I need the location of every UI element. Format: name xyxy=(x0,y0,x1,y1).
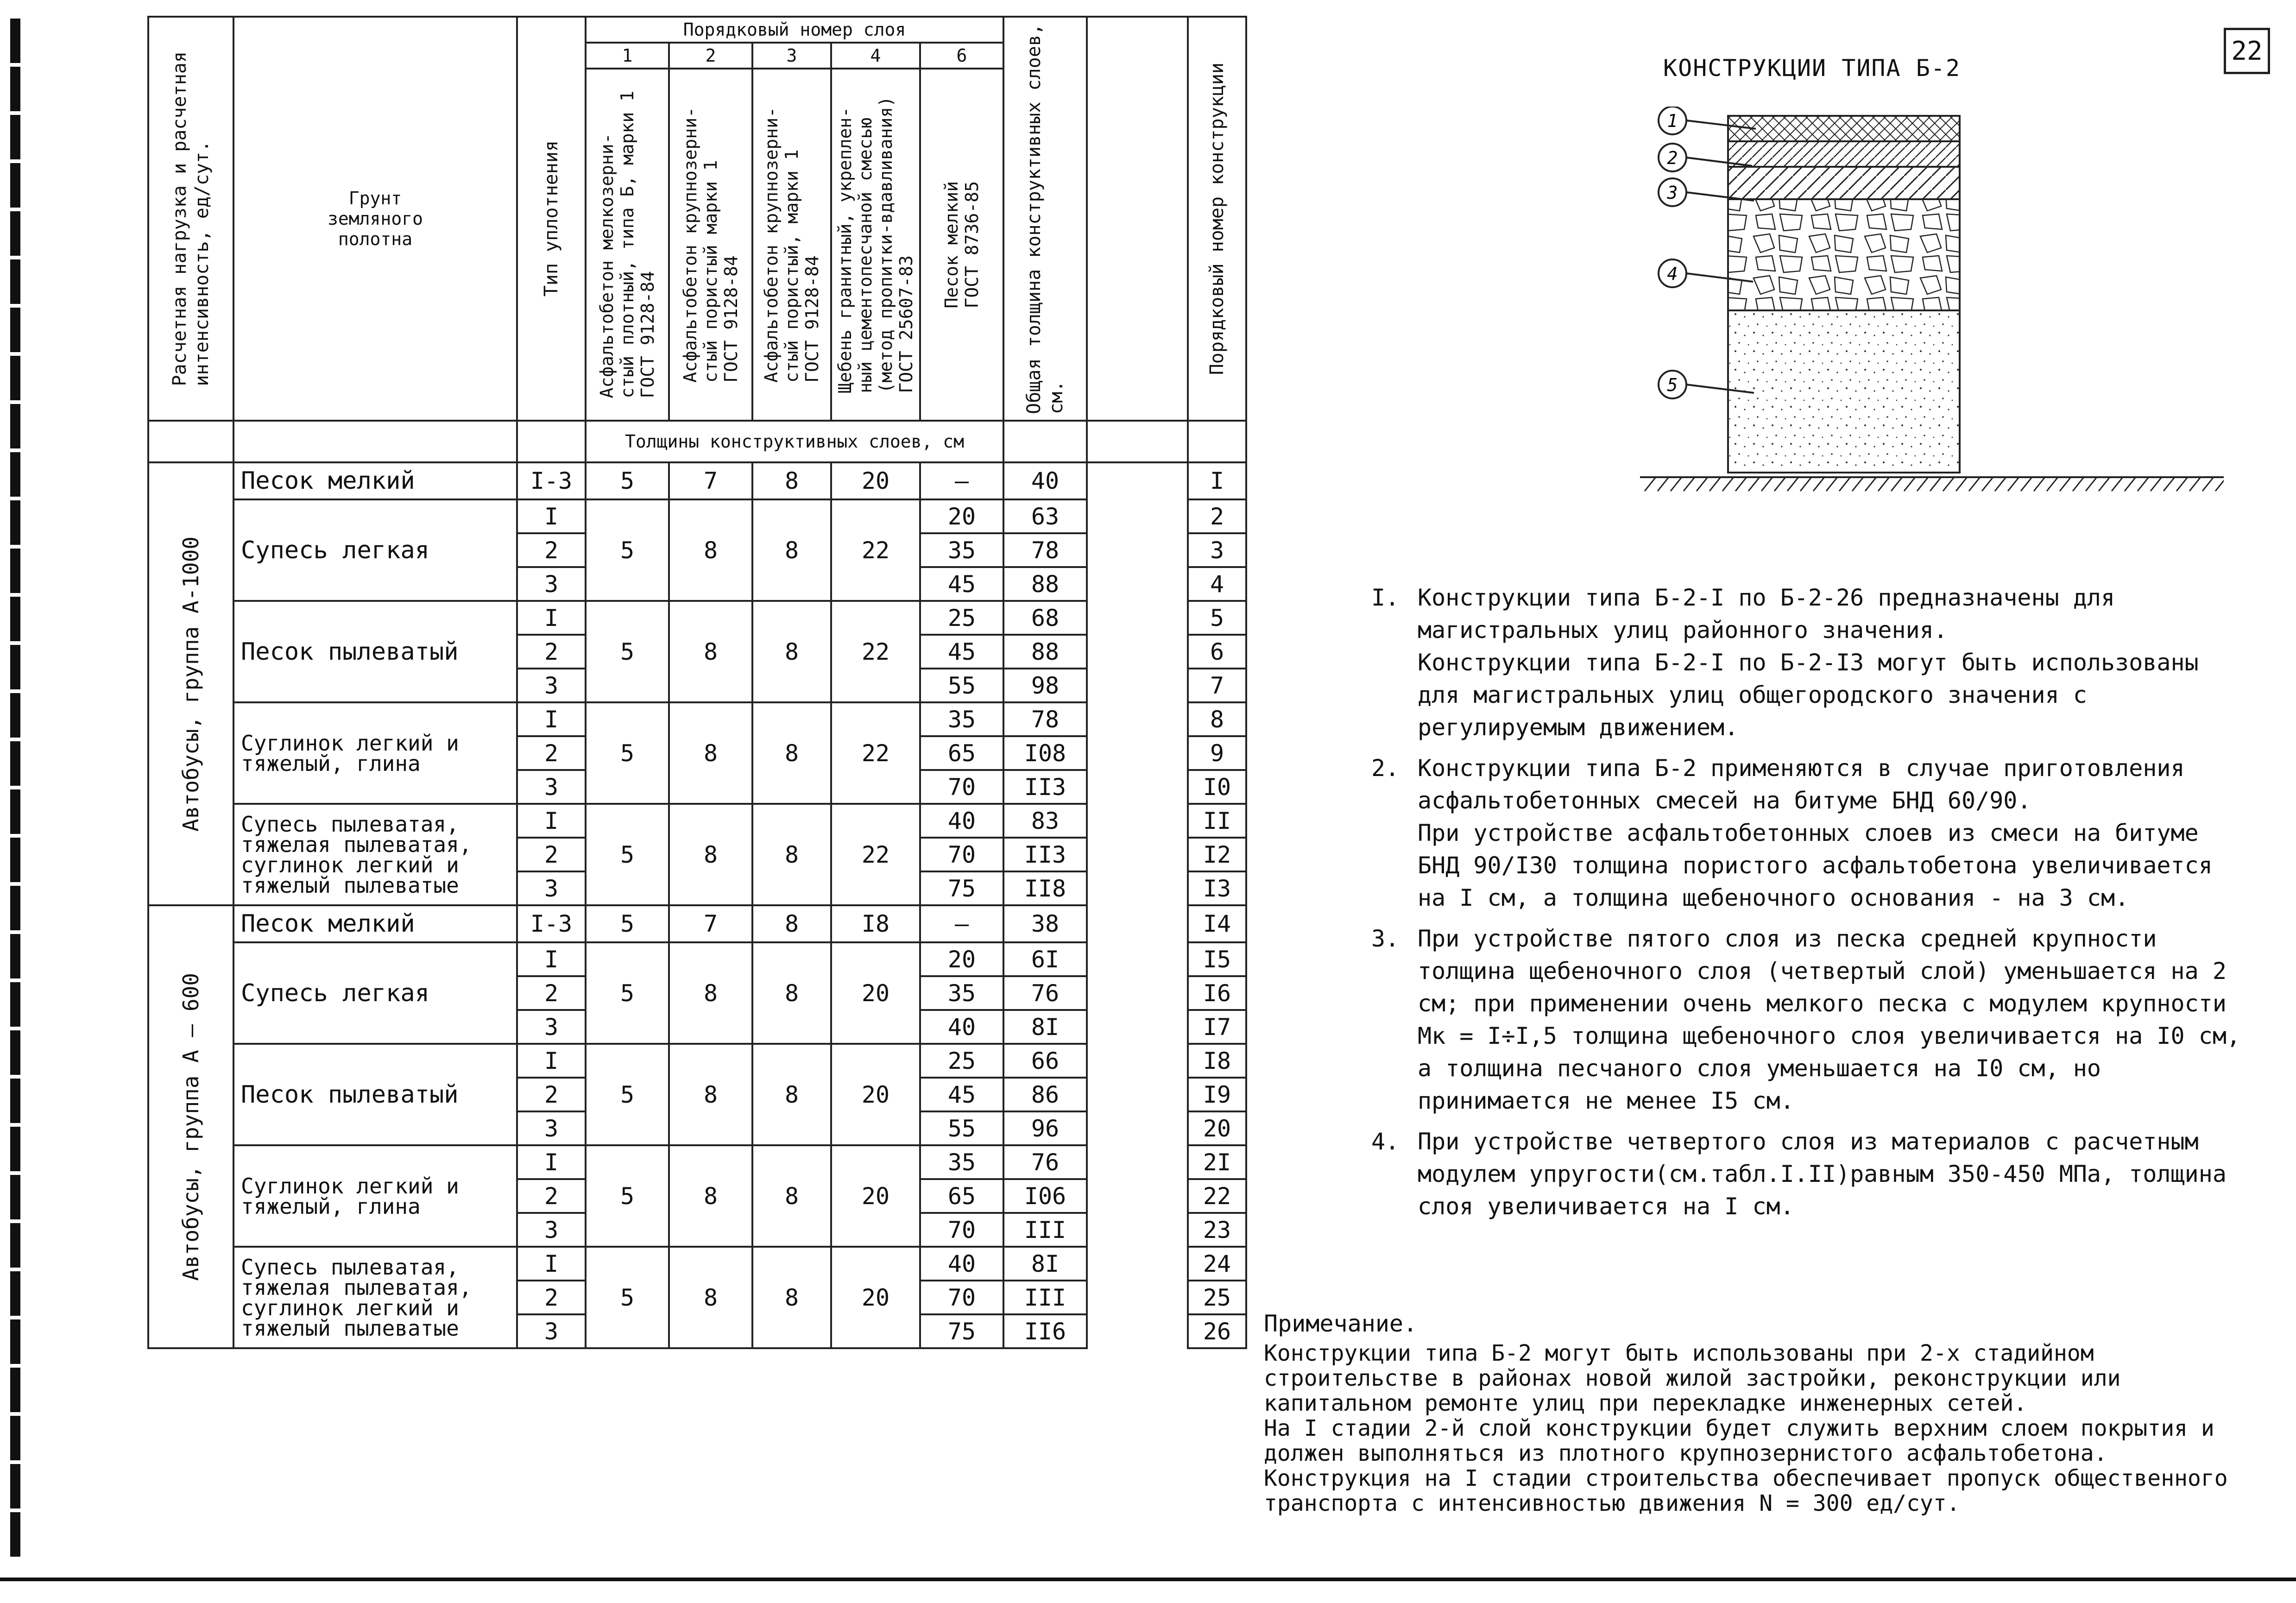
layer-1-thickness: 5 xyxy=(586,601,669,702)
layer-5-thickness: – xyxy=(920,462,1003,499)
layer-4-thickness: 20 xyxy=(831,1145,920,1247)
layer-3-thickness: 8 xyxy=(752,702,831,804)
construction-number: I7 xyxy=(1188,1010,1246,1044)
layer-4-thickness: 22 xyxy=(831,499,920,601)
soil-name: Супесь легкая xyxy=(233,942,517,1044)
load-group-cell: Автобусы, группа А-1000 xyxy=(148,462,233,905)
construction-number: I xyxy=(1188,462,1246,499)
layer-2 xyxy=(1728,141,1960,167)
binder-mark xyxy=(10,934,20,978)
compaction-type: I xyxy=(517,942,586,976)
note-number: 2. xyxy=(1371,755,1400,782)
pavement-cross-section xyxy=(1640,107,2224,524)
layer-3-thickness: 8 xyxy=(752,942,831,1044)
layer-5-thickness: 65 xyxy=(920,736,1003,770)
blank-cell xyxy=(1087,1281,1188,1314)
construction-number: 2 xyxy=(1188,499,1246,533)
header-construction-no: Порядковый номер конструкции xyxy=(1188,17,1246,421)
layer-5-thickness: 25 xyxy=(920,1044,1003,1078)
layer-5-thickness: — xyxy=(920,905,1003,942)
total-thickness: 38 xyxy=(1003,905,1087,942)
layer-4-thickness: 20 xyxy=(831,942,920,1044)
note-item xyxy=(1371,922,2252,1117)
layer-3-thickness: 8 xyxy=(752,499,831,601)
layer-5-thickness: 40 xyxy=(920,1247,1003,1281)
layer-number-4: 4 xyxy=(831,43,920,69)
layer-4 xyxy=(1728,199,1960,310)
layer-5-thickness: 35 xyxy=(920,702,1003,736)
layer-1-thickness: 5 xyxy=(586,702,669,804)
binder-mark xyxy=(10,19,20,63)
compaction-type: 3 xyxy=(517,1213,586,1247)
soil-name: Суглинок легкий и тяжелый, глина xyxy=(233,702,517,804)
construction-number: 4 xyxy=(1188,567,1246,601)
binder-mark xyxy=(10,500,20,545)
binder-mark xyxy=(10,259,20,304)
total-thickness: 83 xyxy=(1003,804,1087,838)
blank-cell xyxy=(1087,1247,1188,1281)
blank-cell xyxy=(1087,976,1188,1010)
soil-name: Супесь легкая xyxy=(233,499,517,601)
note-text: Конструкции типа Б-2 применяются в случае приготовления асфальтобетонных смесей на битуме БНД 60/90. При устройстве асфальтобетонных слоев из смеси на битуме БНД 90/I30 толщина пористого асфальтобетона увеличивается на I см, а толщина щебеночного основания - на 3 см. xyxy=(1418,755,2213,911)
compaction-type: 3 xyxy=(517,567,586,601)
compaction-type: I xyxy=(517,601,586,635)
construction-number: 20 xyxy=(1188,1111,1246,1145)
blank-cell xyxy=(1087,905,1188,942)
compaction-type: 2 xyxy=(517,533,586,567)
construction-number: I0 xyxy=(1188,770,1246,804)
note-item xyxy=(1371,581,2252,744)
table-row xyxy=(148,804,1246,838)
total-thickness: 40 xyxy=(1003,462,1087,499)
layer-4-thickness: I8 xyxy=(831,905,920,942)
layer-number-2: 2 xyxy=(669,43,752,69)
layer-number-3: 3 xyxy=(752,43,831,69)
note-text: При устройстве пятого слоя из песка средней крупности толщина щебеночного слоя (четвертый слой) уменьшается на 2 см; при применении очень мелкого песка с модулем крупности Мк = I÷I,5 толщина щебеночного слоя увеличивается на I0 см, а толщина песчаного слоя уменьшается на I0 см, но принимается не менее I5 см. xyxy=(1418,925,2241,1114)
construction-number: 3 xyxy=(1188,533,1246,567)
layer-2-thickness: 8 xyxy=(669,1044,752,1145)
construction-number: I2 xyxy=(1188,838,1246,871)
blank-cell xyxy=(1087,462,1188,499)
table-row xyxy=(148,601,1246,635)
binder-mark xyxy=(10,308,20,352)
layer-5-thickness: 20 xyxy=(920,942,1003,976)
compaction-type: 2 xyxy=(517,838,586,871)
binder-mark xyxy=(10,838,20,882)
total-thickness: II6 xyxy=(1003,1314,1087,1348)
layer-5-thickness: 40 xyxy=(920,804,1003,838)
soil-name: Супесь пылеватая, тяжелая пылеватая, суглинок легкий и тяжелый пылеватые xyxy=(233,1247,517,1348)
layer-3 xyxy=(1728,167,1960,199)
layer-5-thickness: 75 xyxy=(920,1314,1003,1348)
total-thickness: 76 xyxy=(1003,1145,1087,1179)
layer-2-thickness: 8 xyxy=(669,1247,752,1348)
header-blank xyxy=(1087,17,1188,421)
note-text: При устройстве четвертого слоя из материалов с расчетным модулем упругости(см.табл.I.II)равным 350-450 МПа, толщина слоя увеличивается на I см. xyxy=(1418,1128,2227,1220)
construction-number: I6 xyxy=(1188,976,1246,1010)
layer-number-1: 1 xyxy=(586,43,669,69)
binder-mark xyxy=(10,404,20,448)
total-thickness: II3 xyxy=(1003,770,1087,804)
layer-5-thickness: 70 xyxy=(920,1281,1003,1314)
layer-3-thickness: 8 xyxy=(752,462,831,499)
compaction-type: 2 xyxy=(517,1179,586,1213)
blank-cell xyxy=(1087,533,1188,567)
binder-mark xyxy=(10,1127,20,1171)
layer-3-thickness: 8 xyxy=(752,1044,831,1145)
layer-1-thickness: 5 xyxy=(586,499,669,601)
blank-cell xyxy=(1087,1044,1188,1078)
layer-4-thickness: 22 xyxy=(831,702,920,804)
compaction-type: 2 xyxy=(517,1078,586,1111)
layer-2-thickness: 8 xyxy=(669,942,752,1044)
page-bottom-rule xyxy=(0,1578,2296,1581)
total-thickness: 78 xyxy=(1003,702,1087,736)
blank-cell xyxy=(1087,736,1188,770)
compaction-type: 3 xyxy=(517,871,586,905)
remark xyxy=(1264,1311,2255,1516)
total-thickness: 8I xyxy=(1003,1247,1087,1281)
layer-5-thickness: 35 xyxy=(920,533,1003,567)
note-item xyxy=(1371,752,2252,914)
remark-title: Примечание. xyxy=(1264,1310,1418,1337)
blank-cell xyxy=(1087,499,1188,533)
binder-mark xyxy=(10,549,20,593)
layer-2-thickness: 8 xyxy=(669,601,752,702)
total-thickness: 66 xyxy=(1003,1044,1087,1078)
note-text: Конструкции типа Б-2-I по Б-2-26 предназначены для магистральных улиц районного значения. Конструкции типа Б-2-I по Б-2-I3 могут быть использованы для магистральных улиц общегородского значения с регулируемым движением. xyxy=(1418,584,2199,741)
compaction-type: 3 xyxy=(517,669,586,702)
binder-mark xyxy=(10,356,20,400)
total-thickness: 88 xyxy=(1003,567,1087,601)
table-row xyxy=(148,499,1246,533)
soil-name: Песок пылеватый xyxy=(233,601,517,702)
binder-mark xyxy=(10,67,20,111)
construction-number: 9 xyxy=(1188,736,1246,770)
blank-cell xyxy=(1087,1010,1188,1044)
note-item xyxy=(1371,1125,2252,1223)
table-row xyxy=(148,1145,1246,1179)
binder-mark xyxy=(10,1079,20,1123)
layer-description-3: Асфальтобетон крупнозерни- стый пористый, марки 1 ГОСТ 9128-84 xyxy=(752,69,831,421)
layer-description-5: Песок мелкий ГОСТ 8736-85 xyxy=(920,69,1003,421)
layer-description-1: Асфальтобетон мелкозерни- стый плотный, типа Б, марки 1 ГОСТ 9128-84 xyxy=(586,69,669,421)
construction-number: 2I xyxy=(1188,1145,1246,1179)
construction-number: 23 xyxy=(1188,1213,1246,1247)
ground-hatching xyxy=(1640,477,2224,491)
compaction-type: I xyxy=(517,499,586,533)
binder-mark xyxy=(10,597,20,641)
construction-number: I5 xyxy=(1188,942,1246,976)
construction-number: I3 xyxy=(1188,871,1246,905)
layer-4-thickness: 22 xyxy=(831,601,920,702)
binder-mark xyxy=(10,645,20,689)
construction-number: I4 xyxy=(1188,905,1246,942)
blank-cell xyxy=(1087,635,1188,669)
blank-cell xyxy=(1087,770,1188,804)
total-thickness: 98 xyxy=(1003,669,1087,702)
layer-5-thickness: 45 xyxy=(920,635,1003,669)
compaction-type: 2 xyxy=(517,635,586,669)
layer-description-2: Асфальтобетон крупнозерни- стый пористый марки 1 ГОСТ 9128-84 xyxy=(669,69,752,421)
layer-1 xyxy=(1728,116,1960,141)
binder-mark xyxy=(10,1319,20,1364)
binder-mark xyxy=(10,1512,20,1557)
layer-2-thickness: 8 xyxy=(669,804,752,905)
total-thickness: II8 xyxy=(1003,871,1087,905)
layer-4-thickness: 20 xyxy=(831,1044,920,1145)
soil-name: Песок мелкий xyxy=(233,462,517,499)
layer-1-thickness: 5 xyxy=(586,905,669,942)
binder-mark xyxy=(10,1464,20,1508)
layer-number-5: 6 xyxy=(920,43,1003,69)
binder-mark xyxy=(10,115,20,159)
blank-cell xyxy=(1087,669,1188,702)
layer-1-thickness: 5 xyxy=(586,1044,669,1145)
layer-5-thickness: 65 xyxy=(920,1179,1003,1213)
binder-mark xyxy=(10,789,20,834)
compaction-type: I-3 xyxy=(517,905,586,942)
table-row xyxy=(148,462,1246,499)
total-thickness: 86 xyxy=(1003,1078,1087,1111)
blank-cell xyxy=(1087,1078,1188,1111)
layer-2-thickness: 7 xyxy=(669,462,752,499)
layer-3-thickness: 8 xyxy=(752,1247,831,1348)
note-number: 3. xyxy=(1371,925,1400,952)
remark-text: Конструкции типа Б-2 могут быть использованы при 2-х стадийном строительстве в районах новой жилой застройки, реконструкции или капитальном ремонте улиц при перекладке инженерных сетей. На I стадии 2-й слой конструкции будет служить верхним слоем покрытия и должен выполняться из плотного крупнозернистого асфальтобетона. Конструкция на I стадии строительства обеспечивает пропуск общественного транспорта с интенсивностью движения N = 300 ед/сут. xyxy=(1264,1340,2228,1516)
construction-number: I9 xyxy=(1188,1078,1246,1111)
compaction-type: I xyxy=(517,1044,586,1078)
construction-number: 5 xyxy=(1188,601,1246,635)
layer-5-thickness: 45 xyxy=(920,567,1003,601)
binder-mark xyxy=(10,1416,20,1460)
total-thickness: 6I xyxy=(1003,942,1087,976)
layer-5-thickness: 45 xyxy=(920,1078,1003,1111)
layer-3-thickness: 8 xyxy=(752,601,831,702)
compaction-type: 3 xyxy=(517,1111,586,1145)
table-row xyxy=(148,702,1246,736)
table-row xyxy=(148,942,1246,976)
callout-label: 5 xyxy=(1667,375,1678,395)
callout-label: 3 xyxy=(1667,183,1678,203)
table-row xyxy=(148,905,1246,942)
layer-description-4: Щебень гранитный, укреплен- ный цементопесчаной смесью (метод пропитки-вдавливания) ГОСТ 25607-83 xyxy=(831,69,920,421)
layer-5-thickness: 25 xyxy=(920,601,1003,635)
construction-number: 7 xyxy=(1188,669,1246,702)
header-load: Расчетная нагрузка и расчетная интенсивность, ед/сут. xyxy=(148,17,233,421)
layer-1-thickness: 5 xyxy=(586,942,669,1044)
layer-4-thickness: 22 xyxy=(831,804,920,905)
compaction-type: I xyxy=(517,1145,586,1179)
notes-list xyxy=(1371,581,2252,1231)
construction-number: II xyxy=(1188,804,1246,838)
layer-2-thickness: 8 xyxy=(669,1145,752,1247)
page-number: 22 xyxy=(2224,28,2270,74)
layer-5-thickness: 70 xyxy=(920,770,1003,804)
header-soil: Грунт земляного полотна xyxy=(233,17,517,421)
compaction-type: 2 xyxy=(517,736,586,770)
soil-name: Суглинок легкий и тяжелый, глина xyxy=(233,1145,517,1247)
layer-2-thickness: 7 xyxy=(669,905,752,942)
binder-mark xyxy=(10,693,20,738)
binder-mark xyxy=(10,1271,20,1316)
soil-name: Супесь пылеватая, тяжелая пылеватая, суглинок легкий и тяжелый пылеватые xyxy=(233,804,517,905)
header-total: Общая толщина конструктивных слоев, см. xyxy=(1003,17,1087,421)
layer-3-thickness: 8 xyxy=(752,804,831,905)
binder-mark xyxy=(10,1030,20,1075)
binder-mark xyxy=(10,452,20,497)
header-layer-order: Порядковый номер слоя xyxy=(586,17,1003,43)
load-group-cell: Автобусы, группа А — 600 xyxy=(148,905,233,1348)
construction-number: 6 xyxy=(1188,635,1246,669)
layer-3-thickness: 8 xyxy=(752,905,831,942)
compaction-type: 2 xyxy=(517,1281,586,1314)
layer-5 xyxy=(1728,310,1960,473)
total-thickness: I06 xyxy=(1003,1179,1087,1213)
compaction-type: I xyxy=(517,1247,586,1281)
compaction-type: I xyxy=(517,702,586,736)
binder-mark xyxy=(10,1175,20,1219)
layer-5-thickness: 55 xyxy=(920,1111,1003,1145)
binder-marks xyxy=(0,0,37,1603)
layer-4-thickness: 20 xyxy=(831,1247,920,1348)
layer-1-thickness: 5 xyxy=(586,804,669,905)
layer-5-thickness: 55 xyxy=(920,669,1003,702)
callout-label: 1 xyxy=(1667,111,1678,131)
blank-cell xyxy=(1087,838,1188,871)
compaction-type: I xyxy=(517,804,586,838)
total-thickness: III xyxy=(1003,1213,1087,1247)
note-number: I. xyxy=(1371,584,1400,611)
binder-mark xyxy=(10,741,20,786)
total-thickness: III xyxy=(1003,1281,1087,1314)
construction-number: 25 xyxy=(1188,1281,1246,1314)
callout-label: 2 xyxy=(1667,148,1678,168)
soil-name: Песок мелкий xyxy=(233,905,517,942)
blank-cell xyxy=(1087,1179,1188,1213)
total-thickness: 68 xyxy=(1003,601,1087,635)
total-thickness: 63 xyxy=(1003,499,1087,533)
compaction-type: 2 xyxy=(517,976,586,1010)
layer-5-thickness: 70 xyxy=(920,838,1003,871)
blank-cell xyxy=(1087,871,1188,905)
compaction-type: I-3 xyxy=(517,462,586,499)
total-thickness: II3 xyxy=(1003,838,1087,871)
note-number: 4. xyxy=(1371,1128,1400,1155)
layer-2-thickness: 8 xyxy=(669,702,752,804)
total-thickness: 96 xyxy=(1003,1111,1087,1145)
table-row xyxy=(148,1044,1246,1078)
construction-number: 26 xyxy=(1188,1314,1246,1348)
layer-5-thickness: 35 xyxy=(920,1145,1003,1179)
total-thickness: I08 xyxy=(1003,736,1087,770)
layer-3-thickness: 8 xyxy=(752,1145,831,1247)
table-row xyxy=(148,1247,1246,1281)
layer-4-thickness: 20 xyxy=(831,462,920,499)
layer-5-thickness: 40 xyxy=(920,1010,1003,1044)
blank-cell xyxy=(1087,567,1188,601)
binder-mark xyxy=(10,163,20,208)
binder-mark xyxy=(10,982,20,1027)
construction-number: 22 xyxy=(1188,1179,1246,1213)
binder-mark xyxy=(10,1368,20,1412)
soil-name: Песок пылеватый xyxy=(233,1044,517,1145)
layer-1-thickness: 5 xyxy=(586,1247,669,1348)
callout-label: 4 xyxy=(1667,264,1678,284)
blank-cell xyxy=(1087,702,1188,736)
layer-2-thickness: 8 xyxy=(669,499,752,601)
layer-5-thickness: 75 xyxy=(920,871,1003,905)
total-thickness: 78 xyxy=(1003,533,1087,567)
construction-table xyxy=(147,16,1247,1349)
blank-cell xyxy=(1087,942,1188,976)
binder-mark xyxy=(10,1223,20,1268)
header-thickness-label: Толщины конструктивных слоев, см xyxy=(586,421,1003,462)
header-compaction: Тип уплотнения xyxy=(517,17,586,421)
layer-5-thickness: 20 xyxy=(920,499,1003,533)
binder-mark xyxy=(10,886,20,930)
construction-number: 24 xyxy=(1188,1247,1246,1281)
total-thickness: 88 xyxy=(1003,635,1087,669)
compaction-type: 3 xyxy=(517,1314,586,1348)
total-thickness: 76 xyxy=(1003,976,1087,1010)
layer-1-thickness: 5 xyxy=(586,1145,669,1247)
construction-number: 8 xyxy=(1188,702,1246,736)
compaction-type: 3 xyxy=(517,770,586,804)
construction-number: I8 xyxy=(1188,1044,1246,1078)
blank-cell xyxy=(1087,601,1188,635)
diagram-title: КОНСТРУКЦИИ ТИПА Б-2 xyxy=(1663,55,1961,82)
compaction-type: 3 xyxy=(517,1010,586,1044)
layer-1-thickness: 5 xyxy=(586,462,669,499)
blank-cell xyxy=(1087,804,1188,838)
blank-cell xyxy=(1087,1145,1188,1179)
layer-5-thickness: 35 xyxy=(920,976,1003,1010)
blank-cell xyxy=(1087,1314,1188,1348)
blank-cell xyxy=(1087,1213,1188,1247)
total-thickness: 8I xyxy=(1003,1010,1087,1044)
blank-cell xyxy=(1087,1111,1188,1145)
binder-mark xyxy=(10,211,20,256)
layer-5-thickness: 70 xyxy=(920,1213,1003,1247)
